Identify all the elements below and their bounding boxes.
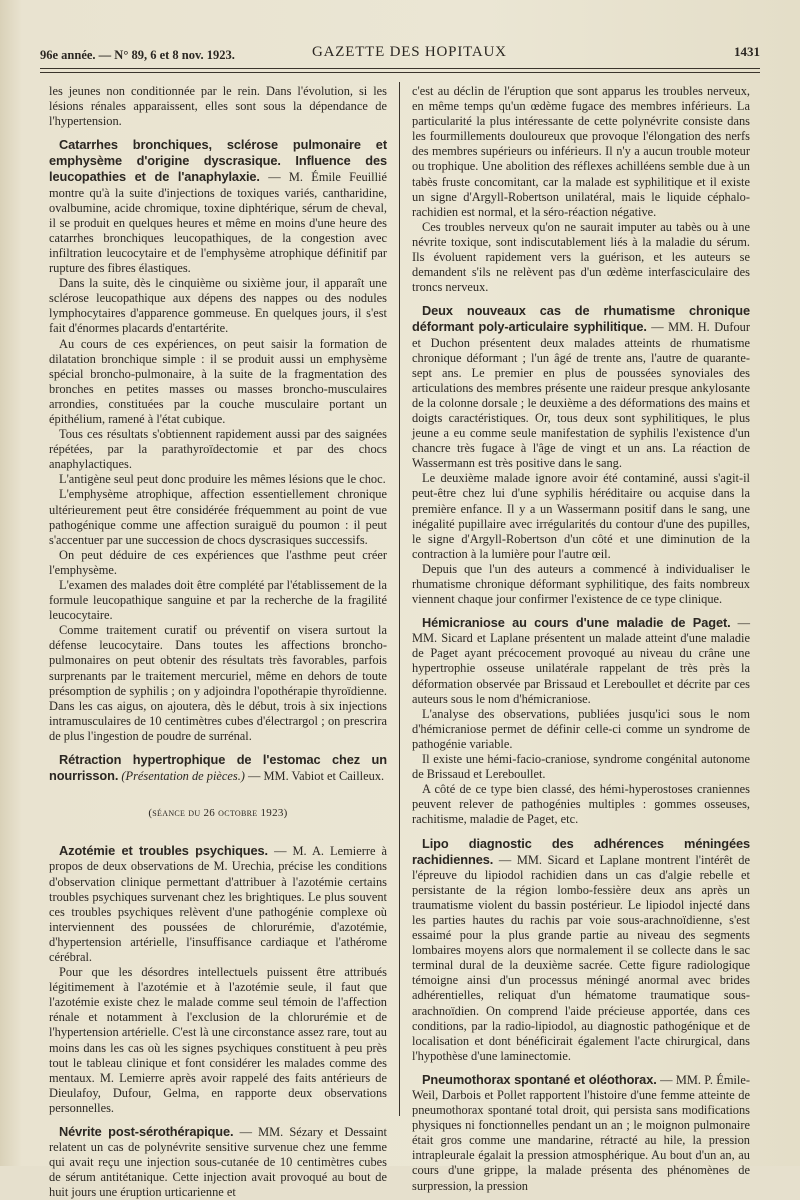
section-authors: — M. Émile Feuillié — [268, 170, 387, 185]
section-title: Névrite post-sérothérapique. — [59, 1124, 234, 1139]
section-hemicraniose — [412, 615, 750, 707]
paragraph: Tous ces résultats s'obtiennent rapidement aussi par des saignées répétées, par la parathyroïdectomie et par des chocs anaphylactiques. — [49, 427, 387, 472]
section-azotemie — [49, 843, 387, 965]
paragraph: L'emphysème atrophique, affection essentiellement chronique ultérieurement peut être considérée fréquemment au point de vue pathogénique comme une affection suraiguë du poumon : il peut s'accentuer par une succession de chocs dyscrasiques successifs. — [49, 487, 387, 547]
header-rule — [40, 68, 760, 69]
section-title: Rétraction hypertrophique de l'estomac chez un nourrisson. — [49, 752, 387, 784]
section-title: Hémicraniose au cours d'une maladie de Paget. — [422, 615, 731, 631]
section-authors: — MM. H. Dufour et Duchon — [412, 320, 750, 350]
paragraph: Le deuxième malade ignore avoir été contaminé, aussi s'agit-il peut-être chez lui d'une syphilis héréditaire ou acquise dans la première enfance. Il y a un Wassermann positif dans le sang, une inégalité pupillaire avec irrégularités du contour d'une des pupilles, le signe d'Argyll-Robertson d'un côté et une diminution de la contraction à la lumière pour l'autre œil. — [412, 471, 750, 561]
paragraph: Ces troubles nerveux qu'on ne saurait imputer au tabès ou à une névrite toxique, sont indiscutablement liés à la maladie du sérum. Ils évoluent rapidement vers la guérison, et les auteurs se demandent s'ils ne relèvent pas d'un œdème interfasciculaire des troncs nerveux. — [412, 219, 750, 295]
paragraph: A côté de ce type bien classé, des hémi-hyperostoses craniennes peuvent relever de pathogénies multiples : gommes osseuses, rachitisme, maladie de Paget, etc. — [412, 782, 750, 827]
section-authors: — MM. P. Émile-Weil, Darbois et Pollet — [412, 1072, 751, 1102]
header-rule-thin — [40, 72, 760, 73]
section-catarrhes — [49, 137, 387, 276]
paragraph: Pour que les désordres intellectuels puissent être attribués légitimement à l'azotémie et à l'azotémie seule, il faut que l'azotémie existe chez le malade comme seul témoin de l'affection rénale et notamment à l'exclusion de la chlorurémie et de l'hypertension artérielle. C'est là une circonstance assez rare, tout au moins dans les cas où les signes psychiques constituent à peu près tout le tableau clinique et font considérer les malades comme des mentaux. M. Lemierre après avoir rappelé des faits antérieurs de Dieulafoy, Dufour, Gelma, en rapporte deux observations personnelles. — [49, 965, 387, 1115]
section-body: présentent un malade atteint d'une maladie de Paget ayant précocement provoqué au niveau du crâne une hypertrophie osseuse unilatérale rappelant de très près la déformation observée par Brissaud et Lereboullet et décrite par ces auteurs sous le nom d'hémicraniose. — [412, 631, 750, 706]
section-nevrite — [49, 1124, 387, 1200]
section-authors: — MM. Sézary et Dessaint — [239, 1125, 387, 1139]
issue-line: 96e année. — N° 89, 6 et 8 nov. 1923. — [40, 48, 235, 62]
section-title: Deux nouveaux cas de rhumatisme chronique déformant poly-articulaire syphilitique. — [412, 303, 750, 335]
section-authors: — MM. Sicard et Laplane — [498, 852, 640, 867]
section-body: à propos de deux observations de M. Urechia, précise les conditions d'observation clinique permettant d'attribuer à l'azotémie certains troubles psychiques survenant chez les brightiques. Le plus souvent ces troubles psychiques relèvent d'une pathogénie complexe où interviennent des poussées de chlorurémie, d'azotémie, d'hypertension artérielle, l'insuffisance cardiaque et l'athérome cérébral. — [49, 844, 387, 964]
paragraph: Dans la suite, dès le cinquième ou sixième jour, il apparaît une sclérose leucopathique aux dépens des nappes ou des nodules lymphocytaires d'apparence gommeuse. En quelques jours, il s'est fait d'énormes placards d'entartérite. — [49, 276, 387, 336]
section-pneumothorax — [412, 1072, 750, 1194]
right-column — [412, 84, 751, 1193]
journal-title: GAZETTE DES HOPITAUX — [312, 44, 507, 60]
section-lipodiagnostic — [412, 836, 750, 1064]
paragraph: L'antigène seul peut donc produire les mêmes lésions que le choc. — [59, 472, 386, 487]
left-column — [49, 84, 387, 1200]
section-title: Pneumothorax spontané et oléothorax. — [422, 1071, 657, 1087]
section-authors: — MM. Vabiot et Cailleux. — [248, 769, 385, 784]
session-date: (séance du 26 octobre 1923) — [148, 807, 288, 820]
page-number: 1431 — [734, 44, 760, 59]
section-title: Azotémie et troubles psychiques. — [59, 843, 269, 859]
paragraph: L'examen des malades doit être complété par l'établissement de la formule leucopathique sanguine et par la recherche de la fragilité leucocytaire. — [49, 578, 387, 623]
section-title: Lipo diagnostic des adhérences méningées rachidiennes. — [412, 835, 750, 867]
continued-paragraph: c'est au déclin de l'éruption que sont apparus les troubles nerveux, en même temps qu'un œdème fugace des membres inférieurs. La particularité la plus intéressante de cette polynévrite consiste dans les fourmillements douloureux que provoque l'élongation des nerfs des membres supérieurs ou inférieurs. Il n'y a aucun trouble moteur ou trophique. Une abolition des réflexes achilléens semble due à un tabès fruste concomitant, car la malade est syphilitique et il existe un signe d'Argyll-Robertson unilatéral, mais le liquide céphalo-rachidien est normal, et la séro-réaction négative. — [412, 84, 750, 219]
section-authors: — MM. Sicard et Laplane — [412, 616, 750, 646]
section-authors: — M. A. Lemierre — [274, 844, 376, 859]
paragraph: Il existe une hémi-facio-craniose, syndrome congénital autonome de Brissaud et Lereboullet. — [412, 752, 750, 782]
section-title: Catarrhes bronchiques, sclérose pulmonaire et emphysème d'origine dyscrasique. Influence des leucopathies et de l'anaphylaxie. — [49, 137, 387, 185]
paragraph: On peut déduire de ces expériences que l'asthme peut créer l'emphysème. — [49, 547, 387, 577]
intro-paragraph: les jeunes non conditionnée par le rein. Dans l'évolution, si les lésions rénales apparaissent, elles sont sous la dépendance de l'hypertension. — [49, 84, 387, 129]
paragraph: Au cours de ces expériences, on peut saisir la formation de dilatation bronchique simple : il se produit aussi un emphysème spécial broncho-pulmonaire, à la suite de la fragmentation des bronches en petites masses ou masses broncho-musculaires arrondies, constituées par la couche musculaire portant un épithélium, ramené à l'état cubique. — [49, 336, 387, 426]
section-body: relatent un cas de polynévrite sensitive survenue chez une femme qui avait reçu une injection sous-cutanée de 10 centimètres cubes de sérum antitétanique. Cette injection avait provoqué au bout de huit jours une éruption urticarienne et — [49, 1140, 387, 1200]
column-divider — [399, 82, 400, 1116]
section-note: (Présentation de pièces.) — [121, 769, 245, 784]
section-rhumatisme — [412, 303, 750, 471]
section-body: rapportent l'histoire d'une femme atteinte de pneumothorax spontané total droit, qui persista sans modifications physiques ni fonctionnelles pendant un an ; le moignon pulmonaire était gros comme une mandarine, rétracté au hile, la pression intrapleurale égalait la pression atmosphérique. Au bout d'un an, au cours d'une grippe, la malade présenta des phénomènes de surpression, la pression — [412, 1088, 751, 1193]
section-body: montrent l'intérêt de l'épreuve du lipiodol rachidien dans un cas d'algie rebelle et persistante de la région lombo-fessière deux ans après un traumatisme violent du bassin postérieur. Le lipiodol injecté dans les parties hautes du rachis par voie sous-arachnoïdienne, s'est essaimé pour la plus grande partie au niveau des segments lombaires moyens alors que normalement il se collecte dans le sac terminal dural de la deuxième sacrée. Cette figure radiologique témoigne ainsi d'un processus méningé anormal avec brides adhérentielles, reliquat d'un hématome traumatique sous-arachnoïdien. On comprend l'aide précieuse apportée, dans ces conditions, par la radio-lipiodol, au diagnostic pathogénique et de localisation et dont bénéficirait également l'acte chirurgical, dans l'hypothèse d'une laminectomie. — [412, 852, 750, 1063]
paragraph: L'analyse des observations, publiées jusqu'ici sous le nom d'hémicraniose permet de définir celle-ci comme un syndrome de pathogénie variable. — [412, 706, 750, 751]
section-retraction — [49, 752, 387, 784]
section-body: montre qu'à la suite d'injections de toxiques variés, cantharidine, ovalbumine, acide chromique, toxine diphtérique, sérum de cheval, il se produit en quelques heures et même en moins d'une heure des catarrhes bronchiques leucopathiques, de la congestion avec infiltration leucocytaire et de l'emphysème atrophique définitif par rupture des fibres élastiques. — [49, 185, 387, 276]
section-body: présentent deux malades atteints de rhumatisme chronique déformant ; l'un âgé de trente ans, l'autre de quarante-sept ans. Le premier en plus de poussées synoviales des articulations des membres présente une raideur presque ankylosante de la colonne dorsale ; le deuxième a des déformations des mains et doigts caractéristiques. Or, tous deux sont syphilitiques, le plus jeune a eu comme seule manifestation de syphilis l'existence d'un chancre très fugace à l'âge de vingt et un ans. La réaction de Wassermann est très positive dans le sang. — [412, 335, 750, 471]
paragraph: Depuis que l'un des auteurs a commencé à individualiser le rhumatisme chronique déformant syphilitique, des faits nombreux viennent chaque jour confirmer l'existence de ce type clinique. — [412, 561, 750, 607]
page-header — [40, 42, 760, 64]
paragraph: Comme traitement curatif ou préventif on visera surtout la défense leucocytaire. Dans toutes les affections broncho-pulmonaires on peut obtenir des résultats très favorables, parfois surprenants par le traitement mercuriel, même en dehors de toute présomption de syphilis ; on y adjoindra l'opothérapie thyroïdienne. Dans les cas aigus, on ajoutera, dès le début, trois à six injections intramusculaires de 10 centimètres cubes d'électrargol ; on prescrira de plus l'ingestion de poudre de surrénal. — [49, 623, 387, 743]
